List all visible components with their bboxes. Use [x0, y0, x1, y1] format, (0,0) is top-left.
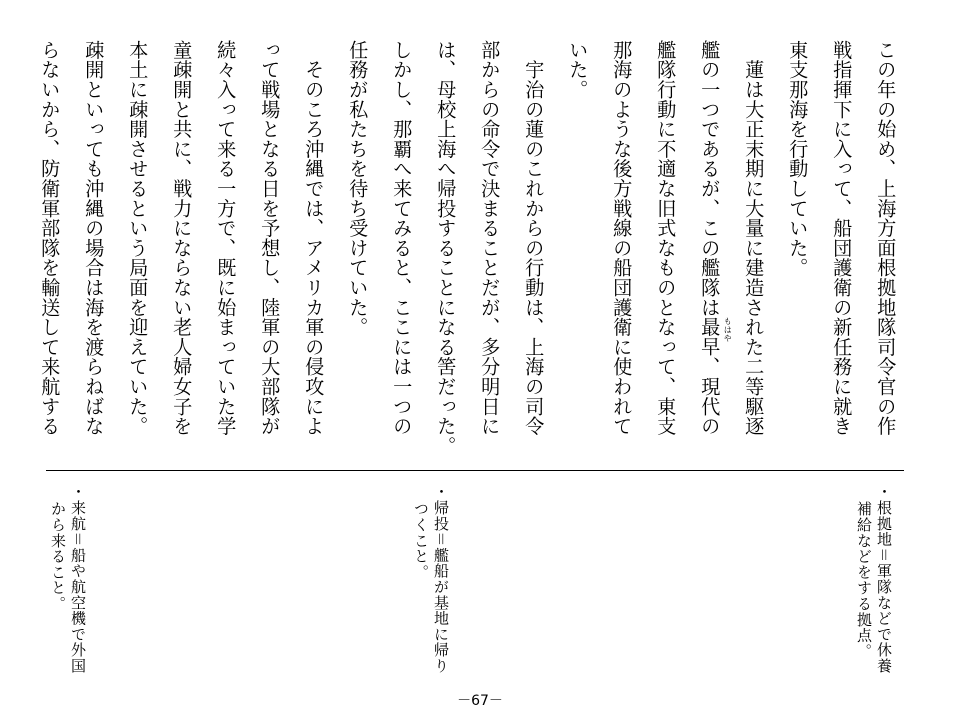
note-1-line-2: 補給などをする拠点。 [855, 501, 873, 659]
text-column-4: 蓮は大正末期に大量に建造された二等駆逐 [742, 40, 766, 436]
text-column-6: 艦隊行動に不適な旧式なものとなって、東支 [654, 40, 678, 436]
text-column-15: って戦場となる日を予想し、陸軍の大部隊が [258, 40, 282, 436]
text-column-18: 本土に疎開させるという局面を迎えていた。 [126, 40, 150, 436]
text-column-5-before: 艦の一つであるが、この艦隊は [698, 40, 722, 318]
text-column-19: 疎開といっても沖縄の場合は海を渡らねばな [82, 40, 106, 436]
note-3-line-2: から来ること。 [49, 501, 67, 612]
text-column-13: 任務が私たちを待ち受けていた。 [346, 40, 370, 337]
furigana: もはや [723, 317, 733, 344]
text-column-8: いた。 [566, 40, 590, 100]
note-separator-line [46, 470, 904, 471]
text-column-11: は、母校上海へ帰投することになる筈だった。 [434, 40, 458, 456]
text-column-16: 続々入って来る一方で、既に始まっていた学 [214, 40, 238, 436]
text-column-5 [698, 40, 733, 437]
ruby-base [698, 317, 733, 357]
text-column-20: らないから、防衛軍部隊を輸送して来航する [38, 40, 62, 436]
note-1-line-1: ・根拠地＝軍隊などで休養 [875, 484, 893, 674]
page-number: －67－ [457, 693, 503, 709]
text-column-10: 部からの命令で決まることだが、多分明日に [478, 40, 502, 436]
text-column-9: 宇治の蓮のこれからの行動は、上海の司令 [522, 40, 546, 436]
note-2-line-1: ・帰投＝艦船が基地に帰り [432, 484, 450, 674]
note-2-line-2: つくこと。 [412, 501, 430, 580]
text-column-3: 東支那海を行動していた。 [786, 40, 810, 278]
text-column-1: この年の始め、上海方面根拠地隊司令官の作 [874, 40, 898, 436]
text-column-5-after: 、現代の [698, 356, 722, 437]
text-column-12: しかし、那覇へ来てみると、ここには一つの [390, 40, 414, 436]
ruby-base-text: 最早 [698, 317, 722, 357]
text-column-2: 戦指揮下に入って、船団護衛の新任務に就き [830, 40, 854, 436]
note-3-line-1: ・来航＝船や航空機で外国 [69, 484, 87, 674]
text-column-14: そのころ沖縄では、アメリカ軍の侵攻によ [302, 40, 326, 436]
text-column-17: 童疎開と共に、戦力にならない老人婦女子を [170, 40, 194, 436]
text-column-7: 那海のような後方戦線の船団護衛に使われて [610, 40, 634, 436]
